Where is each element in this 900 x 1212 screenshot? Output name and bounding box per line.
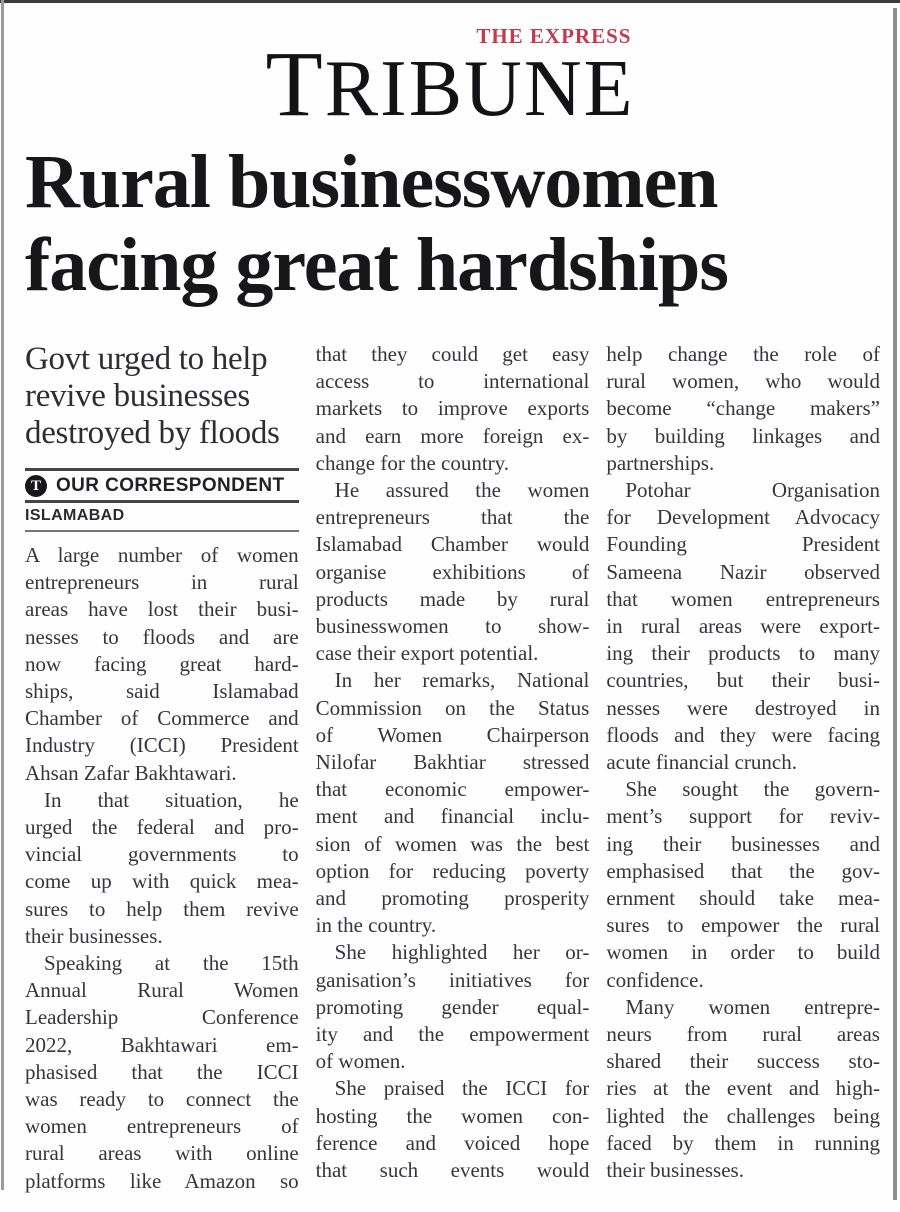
masthead-title: TRIBUNE: [265, 33, 635, 136]
article-line: sures to help them revive: [25, 896, 299, 921]
article-line: Sameena Nazir observed: [606, 559, 880, 584]
headline-line-1: Rural businesswomen: [25, 140, 718, 224]
standfirst: [25, 341, 299, 452]
article-line: entrepreneurs that the: [315, 505, 590, 530]
article-line: neurs from rural areas: [606, 1022, 880, 1047]
article-column-1: [25, 341, 299, 1195]
article-line: ing their products to many: [606, 641, 880, 666]
article-line: become “change makers”: [606, 396, 880, 421]
article-line: Islamabad Chamber would: [315, 532, 590, 557]
article-line: businesswomen to show-: [315, 614, 590, 639]
article-line: confidence.: [606, 967, 704, 992]
article-line: by building linkages and: [606, 423, 880, 448]
article-paragraph: [316, 939, 590, 1075]
article-line: He assured the women: [334, 478, 590, 503]
article-line: now facing great hard-: [25, 651, 299, 676]
article-line: their businesses.: [606, 1158, 744, 1183]
article-line: urged the federal and pro-: [25, 815, 299, 840]
article-line: organise exhibitions of: [315, 559, 590, 584]
article-line: She sought the govern-: [625, 777, 880, 802]
article-line: markets to improve exports: [315, 396, 590, 421]
article-line: and promoting prosperity: [315, 886, 590, 911]
article-line: that such events would: [315, 1158, 590, 1183]
article-line: faced by them in running: [606, 1130, 880, 1155]
article-line: that they could get easy: [315, 342, 590, 366]
article-line: 2022, Bakhtawari em-: [25, 1032, 299, 1057]
article-line: option for reducing poverty: [315, 858, 590, 883]
article-line: sures to empower the rural: [606, 913, 880, 938]
byline-author: OUR CORRESPONDENT: [56, 475, 285, 496]
article-line: In that situation, he: [44, 787, 299, 812]
article-line: case their export potential.: [315, 641, 539, 666]
standfirst-line-1: Govt urged to help: [25, 341, 268, 377]
article-paragraph: [316, 1075, 590, 1184]
article-line: phasised that the ICCI: [25, 1059, 299, 1084]
article-line: hosting the women con-: [315, 1103, 590, 1128]
article-line: ships, said Islamabad: [25, 679, 299, 704]
byline-author-row: [25, 471, 299, 503]
article-column-2: [316, 341, 590, 1195]
column-3-text: [606, 341, 880, 1184]
article-line: areas have lost their busi-: [25, 597, 299, 622]
article-line: Annual Rural Women: [25, 978, 299, 1003]
article-line: She highlighted her or-: [334, 940, 590, 965]
article-line: and earn more foreign ex-: [315, 423, 590, 448]
article-headline: [0, 133, 900, 307]
article-line: platforms like Amazon so: [25, 1168, 299, 1193]
article-line: ity and the empowerment: [315, 1022, 590, 1047]
article-paragraph: [316, 341, 590, 477]
article-line: ference and voiced hope: [315, 1130, 590, 1155]
article-line: ries at the event and high-: [606, 1076, 880, 1101]
article-line: that economic empower-: [315, 777, 590, 802]
article-line: rural areas with online: [25, 1141, 299, 1166]
tribune-logo-icon: T: [25, 475, 47, 497]
scan-border-right: [893, 8, 897, 1200]
article-line: entrepreneurs in rural: [25, 570, 299, 595]
article-line: Potohar Organisation: [625, 478, 880, 503]
article-line: In her remarks, National: [334, 668, 590, 693]
article-line: ernment should take mea-: [606, 886, 880, 911]
article-line: ment and financial inclu-: [315, 804, 590, 829]
article-column-3: [606, 341, 880, 1195]
article-line: acute financial crunch.: [606, 750, 797, 775]
column-2-text: [316, 341, 590, 1184]
article-paragraph: [316, 477, 590, 667]
article-line: products made by rural: [315, 586, 590, 611]
article-line: Speaking at the 15th: [44, 951, 299, 976]
article-line: Chamber of Commerce and: [25, 706, 299, 731]
article-line: She praised the ICCI for: [334, 1076, 590, 1101]
article-line: access to international: [315, 369, 590, 394]
article-line: women in order to build: [606, 940, 880, 965]
article-line: sion of women was the best: [315, 831, 590, 856]
article-line: Many women entrepre-: [625, 994, 880, 1019]
article-line: Ahsan Zafar Bakhtawari.: [25, 760, 237, 785]
masthead-kicker: THE EXPRESS: [476, 24, 632, 48]
article-paragraph: [606, 341, 880, 477]
scan-border-left: [1, 0, 4, 1190]
article-line: ganisation’s initiatives for: [315, 967, 590, 992]
article-line: of women.: [315, 1049, 406, 1074]
article-line: for Development Advocacy: [606, 505, 880, 530]
column-1-text: [25, 542, 299, 1195]
article-line: ing their businesses and: [606, 831, 880, 856]
standfirst-line-2: revive businesses: [25, 378, 250, 414]
article-line: lighted the challenges being: [606, 1103, 880, 1128]
byline-location: ISLAMABAD: [25, 503, 299, 532]
article-line: that women entrepreneurs: [606, 586, 880, 611]
article-line: change for the country.: [315, 450, 510, 475]
article-line: promoting gender equal-: [315, 994, 590, 1019]
article-line: countries, but their busi-: [606, 668, 880, 693]
article-paragraph: [606, 477, 880, 776]
article-line: Leadership Conference: [25, 1005, 299, 1030]
article-paragraph: [25, 787, 299, 950]
article-line: Industry (ICCI) President: [25, 733, 299, 758]
article-line: of Women Chairperson: [315, 722, 590, 747]
article-line: vincial governments to: [25, 842, 299, 867]
article-line: in rural areas were export-: [606, 614, 880, 639]
article-paragraph: [25, 950, 299, 1195]
article-line: rural women, who would: [606, 369, 880, 394]
headline-line-2: facing great hardships: [25, 223, 728, 307]
article-line: emphasised that the gov-: [606, 858, 880, 883]
article-line: Nilofar Bakhtiar stressed: [315, 750, 590, 775]
article-line: their businesses.: [25, 923, 163, 948]
article-body: [0, 341, 900, 1195]
article-line: was ready to connect the: [25, 1087, 299, 1112]
article-paragraph: [606, 994, 880, 1184]
article-line: nesses were destroyed in: [606, 695, 880, 720]
article-line: floods and they were facing: [606, 722, 880, 747]
article-line: help change the role of: [606, 342, 880, 366]
article-line: nesses to floods and are: [25, 624, 299, 649]
article-line: A large number of women: [25, 543, 299, 567]
standfirst-line-3: destroyed by floods: [25, 415, 280, 451]
article-paragraph: [316, 667, 590, 939]
article-line: Founding President: [606, 532, 880, 557]
article-line: Commission on the Status: [315, 695, 590, 720]
article-line: ment’s support for reviv-: [606, 804, 880, 829]
article-line: come up with quick mea-: [25, 869, 299, 894]
article-line: in the country.: [315, 913, 437, 938]
scan-border-top: [0, 0, 900, 3]
masthead: [265, 0, 635, 136]
article-paragraph: [25, 542, 299, 787]
article-paragraph: [606, 776, 880, 994]
article-line: shared their success sto-: [606, 1049, 880, 1074]
byline: [25, 468, 299, 532]
article-line: women entrepreneurs of: [25, 1114, 299, 1139]
article-line: partnerships.: [606, 450, 715, 475]
